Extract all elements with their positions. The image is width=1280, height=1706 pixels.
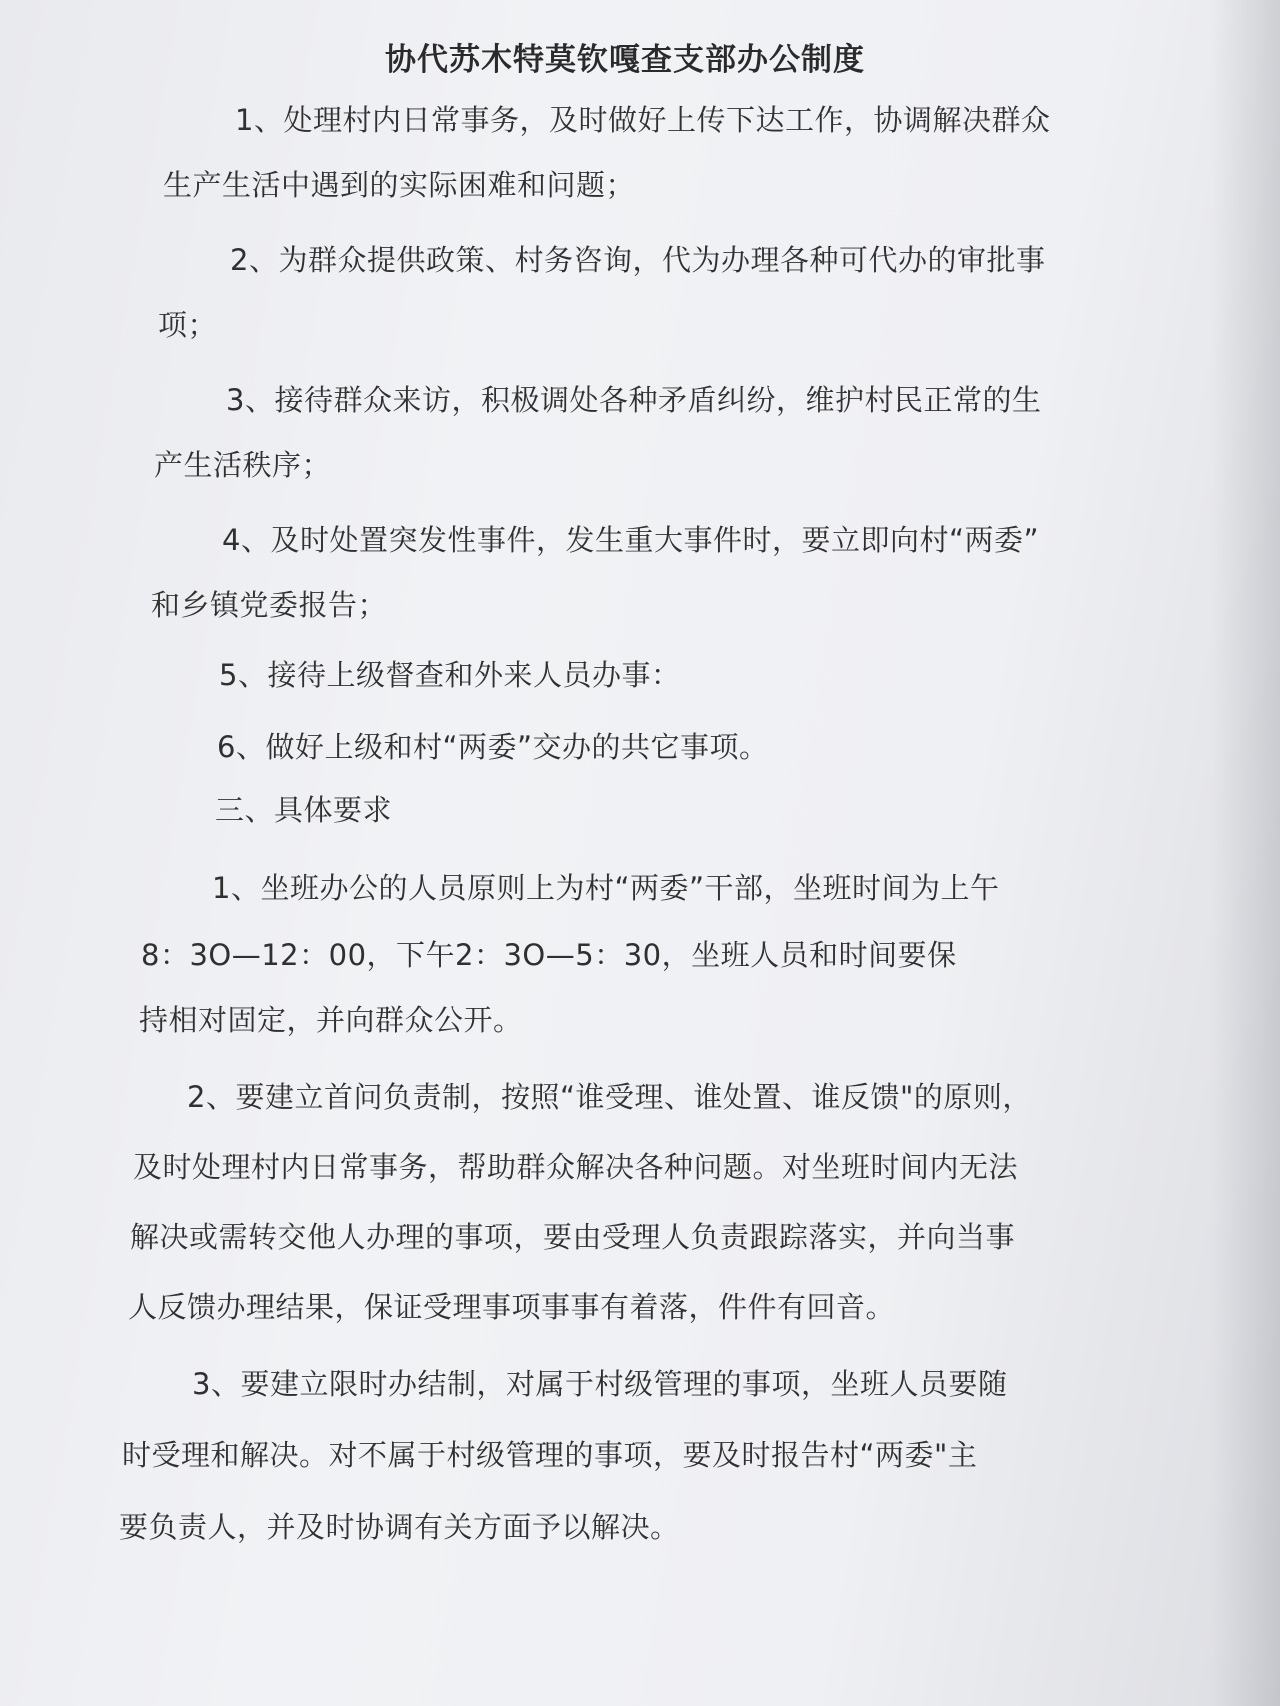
document-title: 协代苏木特莫钦嘎查支部办公制度 <box>385 42 865 78</box>
line-2: 生产生活中遇到的实际困难和问题； <box>163 168 636 202</box>
line-17: 解决或需转交他人办理的事项，要由受理人负责跟踪落实，并向当事 <box>130 1220 1016 1254</box>
line-15: 2、要建立首问负责制，按照“谁受理、谁处置、谁反馈"的原则， <box>187 1080 1032 1114</box>
line-3: 2、为群众提供政策、村务咨询，代为办理各种可代办的审批事 <box>230 243 1046 277</box>
line-6: 产生活秩序； <box>154 448 332 482</box>
line-4: 项； <box>158 308 218 342</box>
line-1: 1、处理村内日常事务，及时做好上传下达工作，协调解决群众 <box>235 103 1051 137</box>
line-16: 及时处理村内日常事务，帮助群众解决各种问题。对坐班时间内无法 <box>133 1150 1019 1184</box>
line-8: 和乡镇党委报告； <box>151 588 388 622</box>
line-12: 1、坐班办公的人员原则上为村“两委”干部，坐班时间为上午 <box>212 871 1000 905</box>
line-19: 3、要建立限时办结制，对属于村级管理的事项，坐班人员要随 <box>192 1367 1008 1401</box>
line-9: 5、接待上级督查和外来人员办事： <box>219 658 681 692</box>
page-edge-shadow <box>1210 0 1280 1706</box>
line-20: 时受理和解决。对不属于村级管理的事项，要及时报告村“两委"主 <box>122 1438 978 1472</box>
line-18: 人反馈办理结果，保证受理事项事事有着落，件件有回音。 <box>128 1290 896 1324</box>
line-21: 要负责人，并及时协调有关方面予以解决。 <box>119 1510 680 1544</box>
section-heading: 三、具体要求 <box>215 793 393 827</box>
line-5: 3、接待群众来访，积极调处各种矛盾纠纷，维护村民正常的生 <box>226 383 1042 417</box>
line-14: 持相对固定，并向群众公开。 <box>139 1003 523 1037</box>
line-13: 8：3O—12：00，下午2：3O—5：30，坐班人员和时间要保 <box>141 938 957 972</box>
line-7: 4、及时处置突发性事件，发生重大事件时，要立即向村“两委” <box>222 523 1039 557</box>
line-10: 6、做好上级和村“两委”交办的共它事项。 <box>217 730 769 764</box>
